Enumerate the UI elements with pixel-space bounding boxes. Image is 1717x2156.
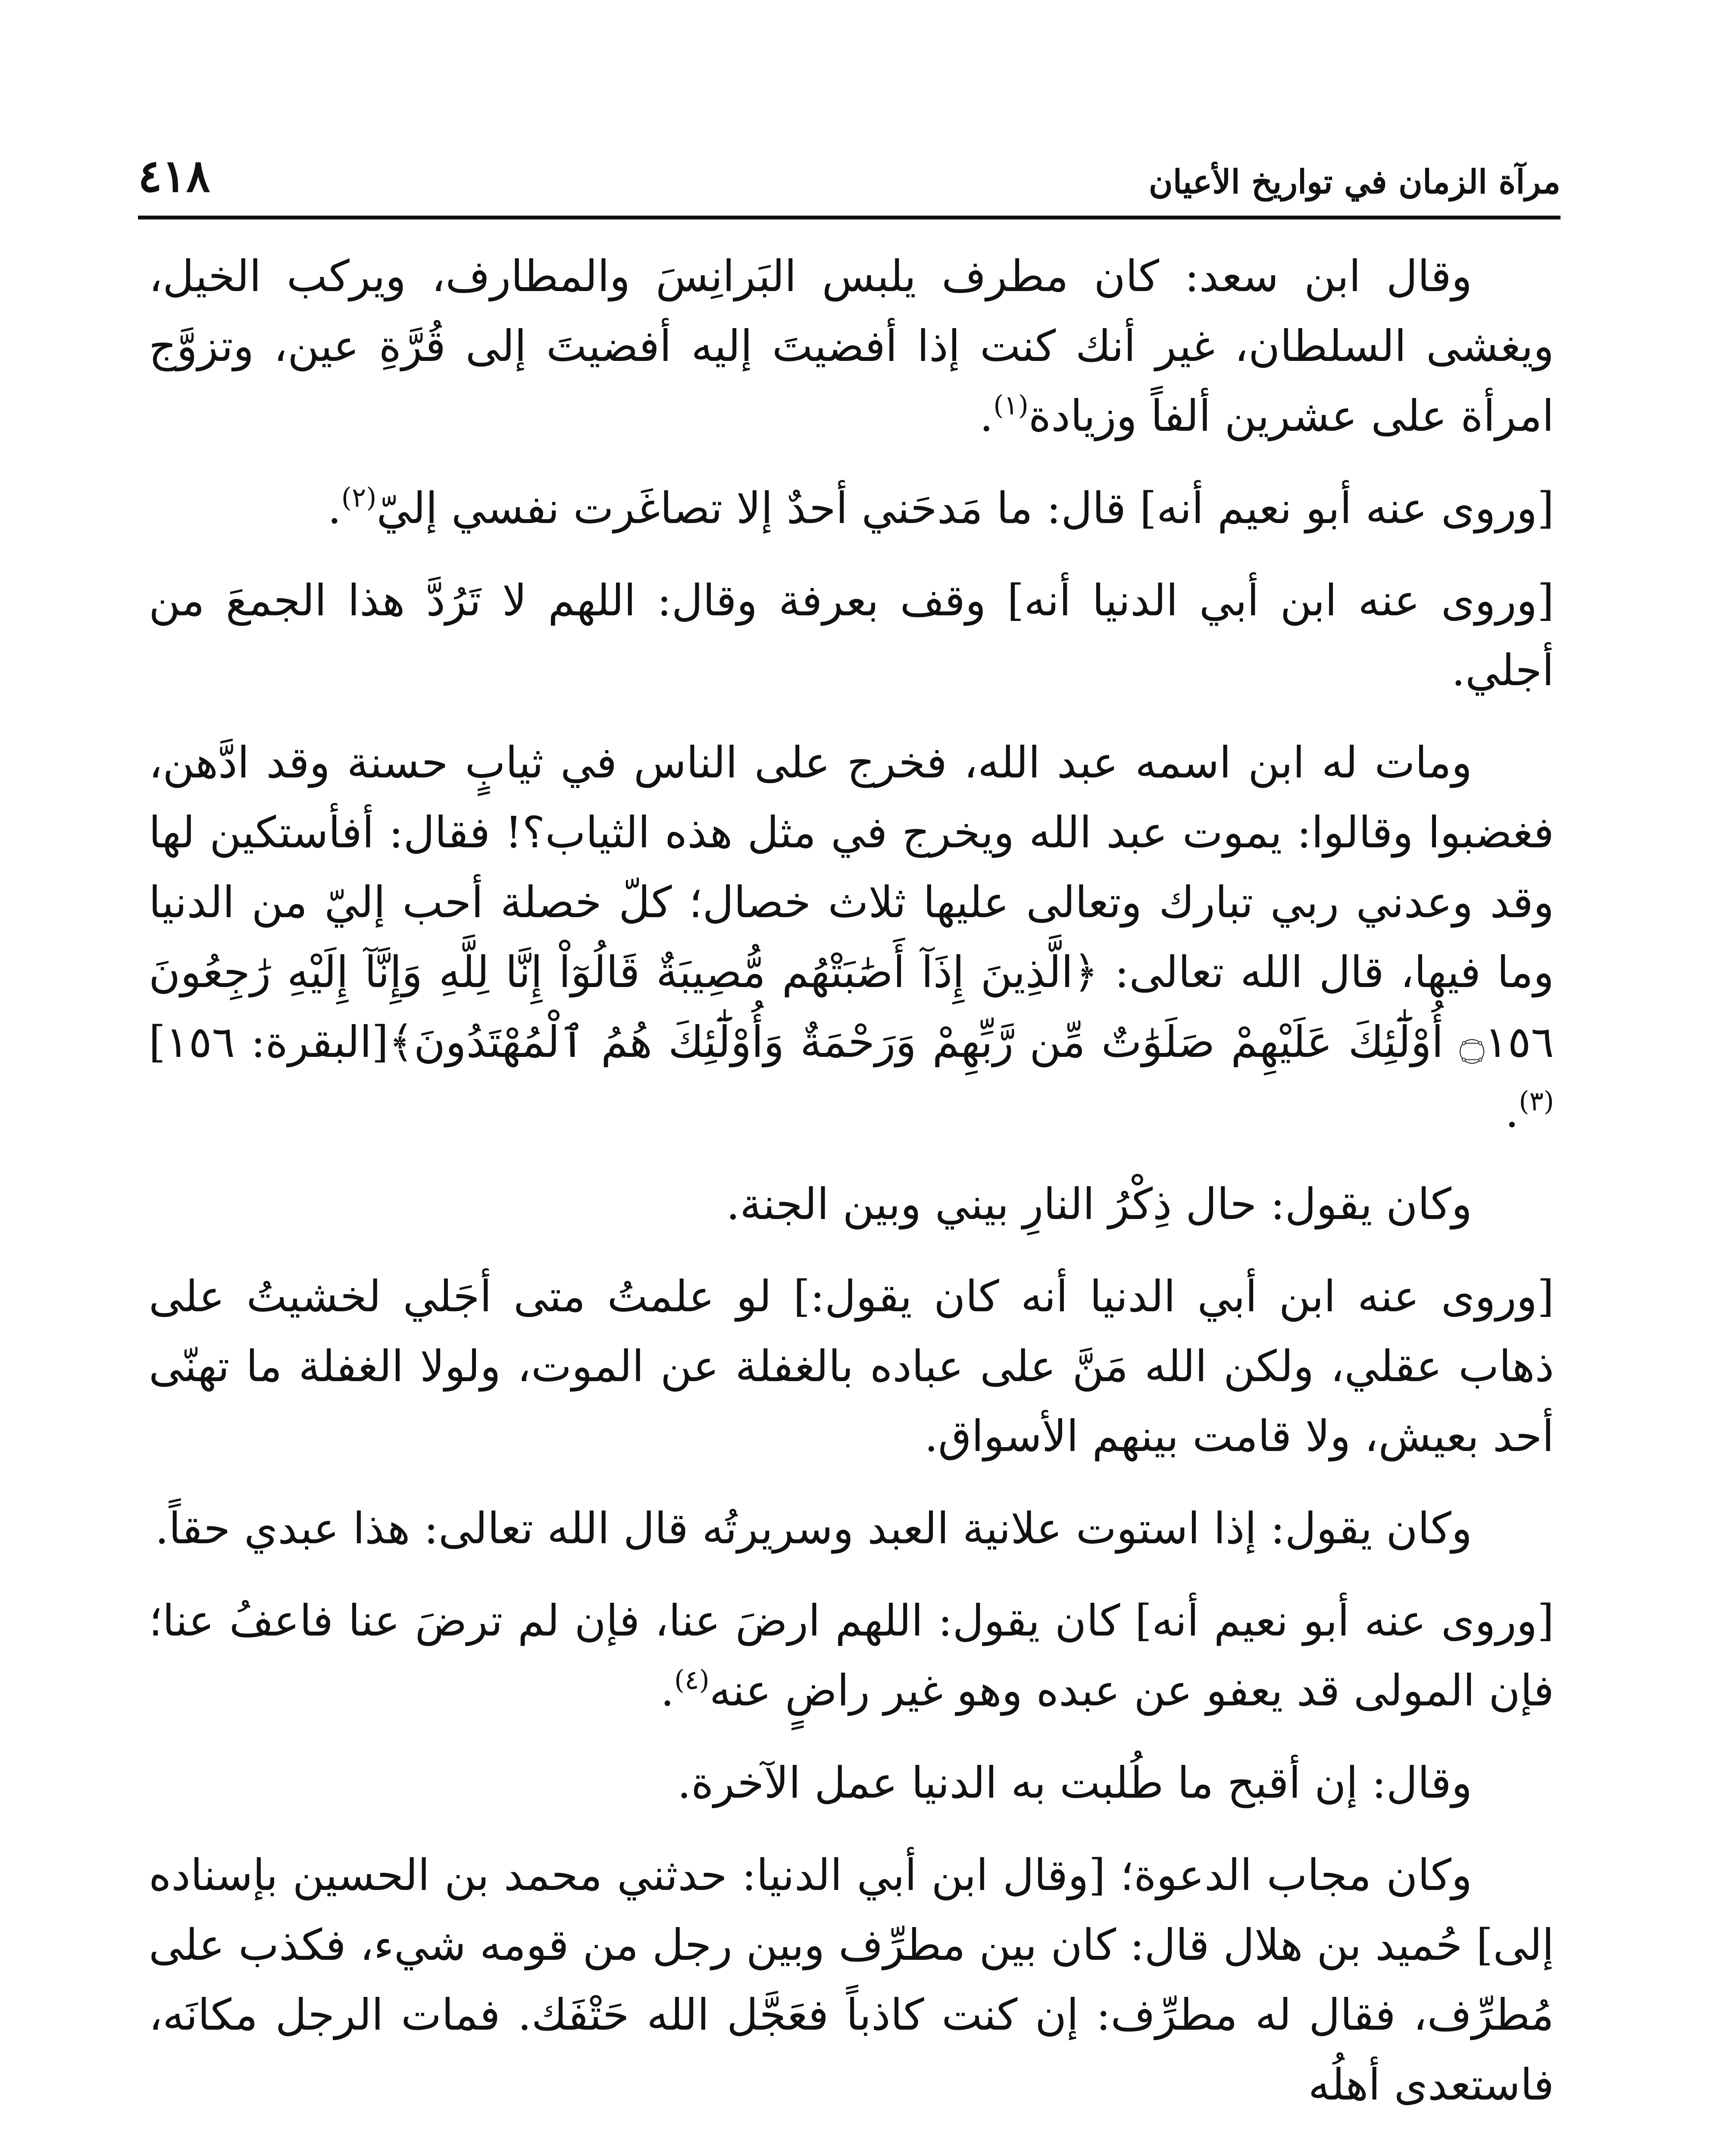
paragraph: [وروى عنه أبو نعيم أنه] قال: ما مَدحَني أحدٌ إلا تصاغَرت نفسي إليّ$^{(٢)}$. <box>327 482 1554 533</box>
footnote-ref: (٢) <box>341 482 377 513</box>
paragraph: [وروى عنه ابن أبي الدنيا أنه] وقف بعرفة وقال: اللهم لا تَرُدَّ هذا الجمعَ من أجلي. <box>149 575 1554 696</box>
paragraph: [وروى عنه أبو نعيم أنه] كان يقول: اللهم ارضَ عنا، فإن لم ترضَ عنا فاعفُ عنا؛ فإن المولى قد يعفو عن عبده وهو غير راضٍ عنه$^{(٤)}$. <box>149 1595 1554 1716</box>
page-number: ٤١٨ <box>138 149 210 202</box>
paragraph: وقال: إن أقبح ما طُلبت به الدنيا عمل الآخرة. <box>677 1758 1472 1808</box>
running-head <box>138 134 1561 202</box>
paragraph: وكان يقول: إذا استوت علانية العبد وسريرتُه قال الله تعالى: هذا عبدي حقاً. <box>155 1503 1472 1554</box>
book-title: مرآة الزمان في تواريخ الأعيان <box>1148 163 1561 201</box>
footnote-ref: (٣) <box>1519 1085 1554 1117</box>
footnote-ref: (٤) <box>674 1664 710 1695</box>
paragraph: [وروى عنه ابن أبي الدنيا أنه كان يقول:] لو علمتُ متى أجَلي لخشيتُ على ذهاب عقلي، ولكن الله مَنَّ على عباده بالغفلة عن الموت، ولولا الغفلة ما تهنّى أحد بعيش، ولا قامت بينهم الأسواق. <box>149 1271 1554 1461</box>
header-rule <box>138 216 1561 219</box>
footnote-ref: (١) <box>993 389 1029 421</box>
paragraph: وكان يقول: حال ذِكْرُ النارِ بيني وبين الجنة. <box>726 1179 1472 1229</box>
paragraph: ومات له ابن اسمه عبد الله، فخرج على الناس في ثيابٍ حسنة وقد ادَّهن، فغضبوا وقالوا: يموت عبد الله ويخرج في مثل هذه الثياب؟! فقال: أفأستكين لها وقد وعدني ربي تبارك وتعالى عليها ثلاث خصال؛ كلّ خصلة أحب إليّ من الدنيا وما فيها، قال الله تعالى: ﴿الَّذِينَ إِذَآ أَصَٰبَتْهُم مُّصِيبَةٌ قَالُوٓاْ إِنَّا لِلَّهِ وَإِنَّآ إِلَيْهِ رَٰجِعُونَ ۝١٥٦ أُوْلَٰٓئِكَ عَلَيْهِمْ صَلَوَٰتٌ مِّن رَّبِّهِمْ وَرَحْمَةٌ وَأُوْلَٰٓئِكَ هُمُ ٱلْمُهْتَدُونَ﴾[البقرة: ١٥٦]$^{(٣)}$. <box>149 737 1554 1137</box>
body-text <box>149 241 1554 2142</box>
paragraph: وقال ابن سعد: كان مطرف يلبس البَرانِسَ والمطارف، ويركب الخيل، ويغشى السلطان، غير أنك كنت إذا أفضيتَ إليه أفضيتَ إلى قُرَّةِ عين، وتزوَّج امرأة على عشرين ألفاً وزيادة$^{(١)}$. <box>149 251 1554 441</box>
paragraph: وكان مجاب الدعوة؛ [وقال ابن أبي الدنيا: حدثني محمد بن الحسين بإسناده إلى] حُميد بن هلال قال: كان بين مطرِّف وبين رجل من قومه شيء، فكذب على مُطرِّف، فقال له مطرِّف: إن كنت كاذباً فعَجَّل الله حَتْفَك. فمات الرجل مكانَه، فاستعدى أهلُه <box>149 1850 1554 2110</box>
